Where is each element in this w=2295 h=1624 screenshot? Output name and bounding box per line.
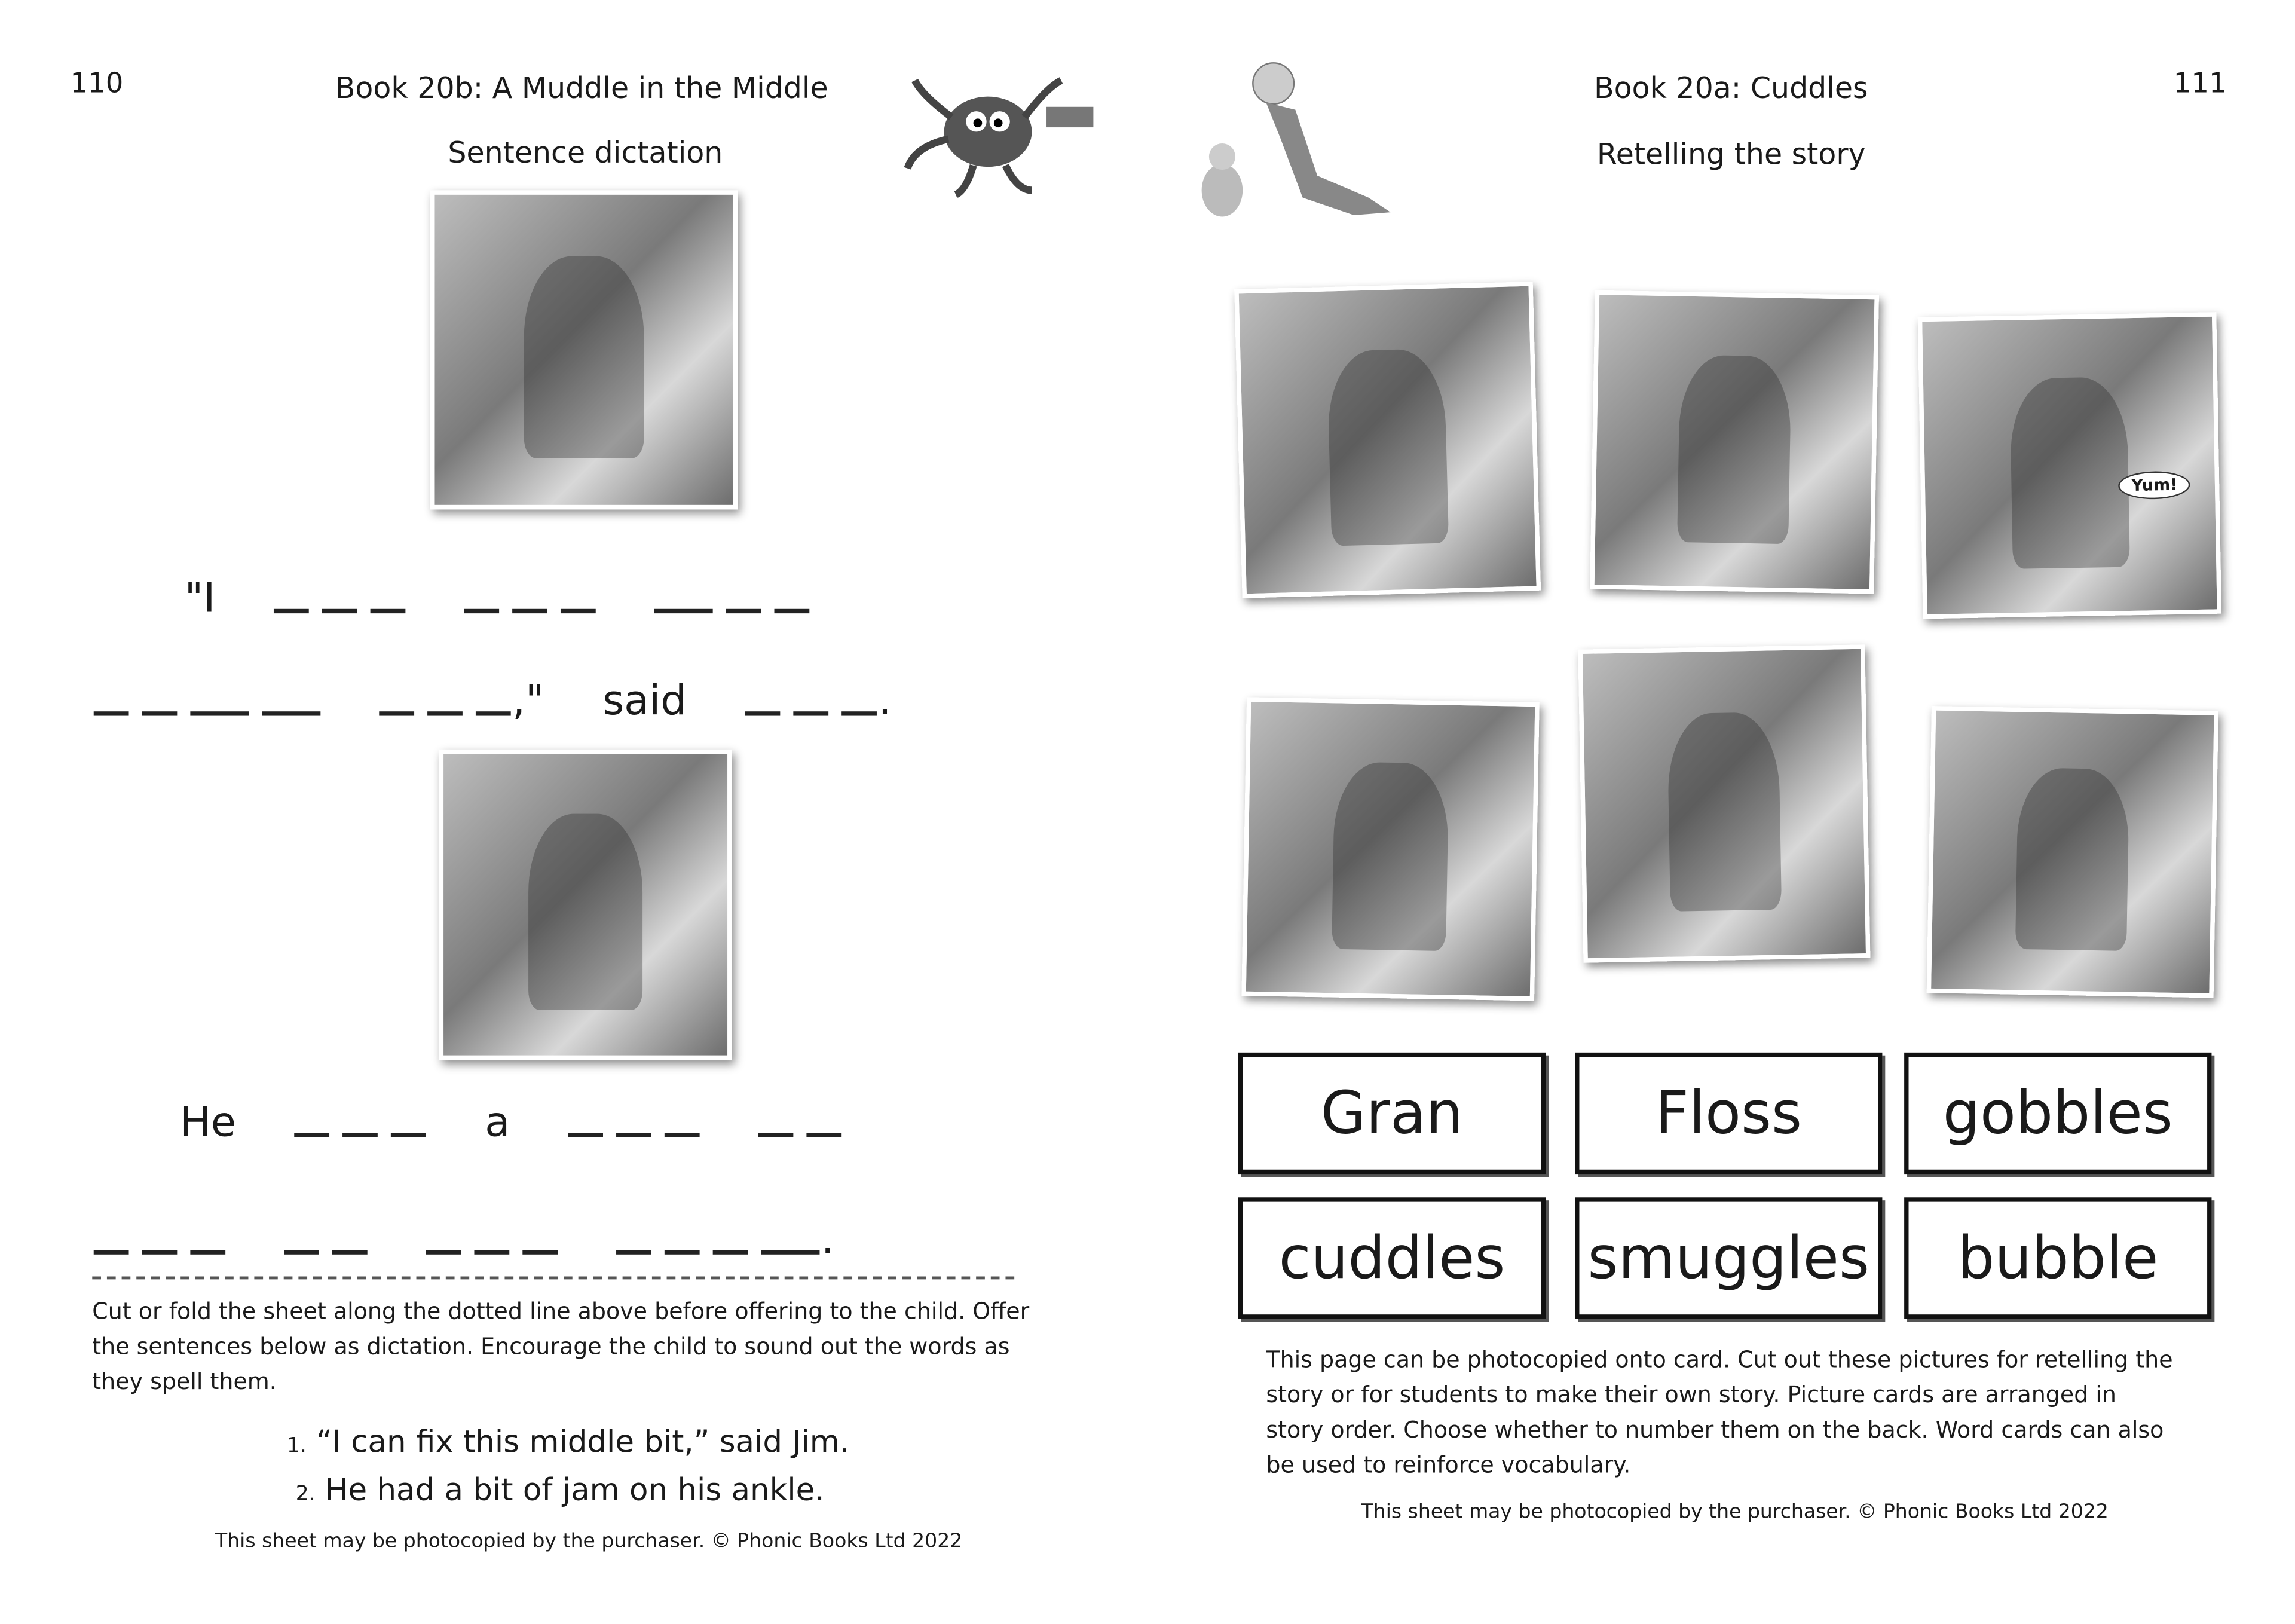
- letter-blank: [343, 1133, 378, 1137]
- letter-blank: [284, 1250, 319, 1254]
- sentence-number: 2.: [295, 1482, 316, 1507]
- letter-blank: [616, 1250, 651, 1254]
- page-number-left: 110: [70, 67, 124, 100]
- given-word: said: [602, 676, 687, 725]
- letter-blank: [522, 1250, 558, 1254]
- letter-blank: [426, 1250, 461, 1254]
- picture-card-3: [1918, 312, 2221, 619]
- letter-blank: [726, 609, 761, 613]
- letter-blank: [371, 609, 406, 613]
- left-footer: This sheet may be photocopied by the purchaser. © Phonic Books Ltd 2022: [215, 1530, 963, 1553]
- letter-blank: [775, 609, 810, 613]
- right-footer: This sheet may be photocopied by the purchaser. © Phonic Books Ltd 2022: [1361, 1500, 2109, 1524]
- right-instructions: This page can be photocopied onto card. Cut out these pictures for retelling the story or for students to make their own story. Picture cards are arranged in story order. Choose whether to number them on the back. Word cards can also be used to reinforce vocabulary.: [1266, 1347, 2173, 1479]
- blank-word: [284, 1250, 368, 1263]
- letter-blank: [512, 609, 547, 613]
- letter-blank: [190, 711, 249, 715]
- letter-blank: [295, 1133, 330, 1137]
- given-word: "I: [184, 574, 216, 622]
- dictation-line: [94, 676, 950, 724]
- blank-word: [745, 676, 892, 724]
- story-picture-spider-web-1: [430, 190, 738, 509]
- sentence-text: He had a bit of jam on his ankle.: [325, 1472, 825, 1508]
- dictation-line: [94, 1215, 893, 1264]
- word-card-gran: Gran: [1238, 1053, 1546, 1174]
- sentence-number: 1.: [287, 1435, 307, 1458]
- letter-blank: [322, 609, 357, 613]
- word-card-floss: Floss: [1575, 1053, 1882, 1174]
- letter-blank: [713, 1250, 748, 1254]
- letter-blank: [842, 711, 877, 715]
- picture-card-5: [1578, 644, 1870, 962]
- left-page-subtitle: Sentence dictation: [448, 134, 723, 170]
- right-page-title: Book 20a: Cuddles: [1593, 70, 1868, 106]
- blank-word: [94, 711, 321, 724]
- picture-card-1: [1234, 282, 1541, 598]
- blank-word: [616, 1215, 834, 1264]
- page-number-right: 111: [2173, 67, 2227, 100]
- spider-mascot-illustration: [900, 51, 1105, 198]
- letter-blank: [665, 1250, 700, 1254]
- letter-blank: [262, 711, 320, 715]
- letter-blank: [94, 711, 129, 715]
- blank-word: [464, 609, 596, 622]
- punctuation: ,": [512, 676, 544, 725]
- letter-blank: [617, 1133, 652, 1137]
- letter-blank: [761, 1250, 819, 1254]
- blank-word: [654, 609, 810, 622]
- letter-blank: [759, 1133, 794, 1137]
- letter-blank: [190, 1250, 225, 1254]
- sentence-1: [287, 1420, 849, 1469]
- sentence-2: [287, 1468, 849, 1516]
- letter-blank: [476, 711, 511, 715]
- letter-blank: [391, 1133, 427, 1137]
- punctuation: .: [878, 676, 892, 725]
- speech-bubble: Yum!: [2118, 470, 2191, 500]
- picture-card-6: [1927, 706, 2218, 998]
- gran-and-dog-illustration: [1178, 51, 1412, 227]
- letter-blank: [654, 609, 713, 613]
- dictation-line: [180, 1098, 901, 1146]
- picture-card-2: [1590, 290, 1879, 594]
- left-page-title: Book 20b: A Muddle in the Middle: [335, 70, 828, 106]
- letter-blank: [665, 1133, 700, 1137]
- dictation-sentences: [287, 1420, 849, 1517]
- dictation-line: [185, 574, 868, 622]
- letter-blank: [464, 609, 500, 613]
- letter-blank: [332, 1250, 368, 1254]
- word-card-cuddles: cuddles: [1238, 1197, 1546, 1319]
- right-page-subtitle: Retelling the story: [1596, 136, 1866, 172]
- given-word: a: [485, 1097, 510, 1146]
- word-card-gobbles: gobbles: [1904, 1053, 2211, 1174]
- letter-blank: [474, 1250, 509, 1254]
- given-word: He: [180, 1097, 236, 1146]
- word-card-smuggles: smuggles: [1575, 1197, 1882, 1319]
- letter-blank: [561, 609, 596, 613]
- letter-blank: [274, 609, 309, 613]
- letter-blank: [94, 1250, 129, 1254]
- letter-blank: [142, 711, 178, 715]
- letter-blank: [142, 1250, 178, 1254]
- blank-word: [94, 1250, 225, 1263]
- letter-blank: [745, 711, 781, 715]
- blank-word: [295, 1133, 426, 1146]
- blank-word: [274, 609, 405, 622]
- blank-word: [379, 676, 544, 724]
- picture-card-4: [1241, 697, 1539, 1001]
- word-card-bubble: bubble: [1904, 1197, 2211, 1319]
- blank-word: [426, 1250, 558, 1263]
- story-picture-spider-web-2: [439, 750, 732, 1060]
- cut-dotted-line: [92, 1277, 1014, 1280]
- letter-blank: [379, 711, 414, 715]
- letter-blank: [807, 1133, 843, 1137]
- blank-word: [759, 1133, 843, 1146]
- left-instructions: Cut or fold the sheet along the dotted line above before offering to the child. Offer the sentences below as dictation. Encourage the child to sound out the words as they spell them.: [92, 1298, 1030, 1395]
- letter-blank: [427, 711, 463, 715]
- letter-blank: [794, 711, 829, 715]
- punctuation: .: [821, 1215, 834, 1264]
- sentence-text: “I can fix this middle bit,” said Jim.: [316, 1424, 850, 1460]
- letter-blank: [568, 1133, 604, 1137]
- blank-word: [568, 1133, 700, 1146]
